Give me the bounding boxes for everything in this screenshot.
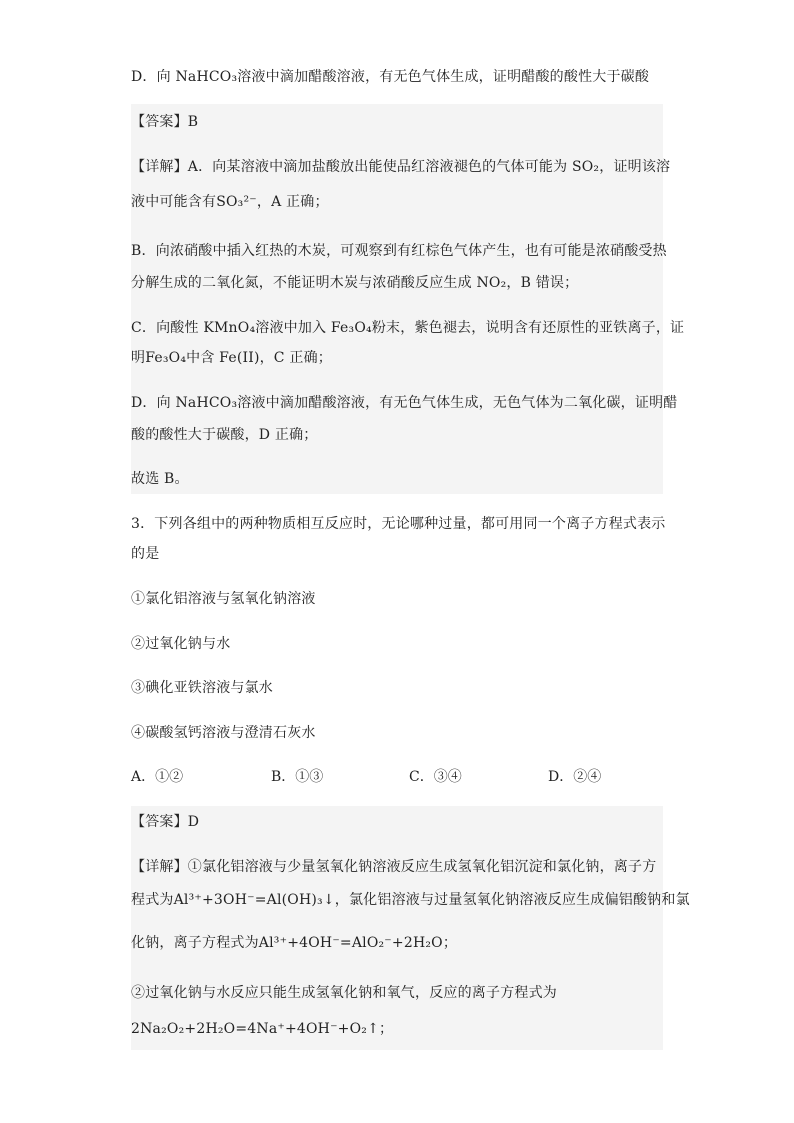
option-a: A．①②	[131, 769, 184, 785]
explanation-line: 2Na₂O₂+2H₂O=4Na⁺+4OH⁻+O₂↑；	[131, 1021, 394, 1037]
explanation-line: 液中可能含有SO₃²⁻，A 正确；	[131, 194, 329, 210]
option-c: C．③④	[409, 769, 462, 785]
explanation-line: C．向酸性 KMnO₄溶液中加入 Fe₃O₄粉末，紫色褪去，说明含有还原性的亚铁离子，证	[131, 320, 685, 336]
explanation-line: ②过氧化钠与水反应只能生成氢氧化钠和氧气，反应的离子方程式为	[131, 985, 557, 1001]
question-item: ③碘化亚铁溶液与氯水	[131, 680, 273, 696]
question-item: ②过氧化钠与水	[131, 636, 231, 652]
answer-block-shade-2	[131, 806, 690, 1050]
explanation-line: 分解生成的二氧化氮，不能证明木炭与浓硝酸反应生成 NO₂，B 错误；	[131, 275, 579, 291]
explanation-line: 故选 B。	[131, 471, 189, 487]
text-line: D．向 NaHCO₃溶液中滴加醋酸溶液，有无色气体生成，证明醋酸的酸性大于碳酸	[131, 69, 650, 85]
explanation-line: 酸的酸性大于碳酸，D 正确；	[131, 427, 318, 443]
option-b: B．①③	[271, 769, 324, 785]
question-item: ④碳酸氢钙溶液与澄清石灰水	[131, 725, 316, 741]
explanation-line: 程式为Al³⁺+3OH⁻=Al(OH)₃↓，氯化铝溶液与过量氢氧化钠溶液反应生成偏铝酸钠和氯	[131, 892, 690, 908]
explanation-line: 明Fe₃O₄中含 Fe(II)，C 正确；	[131, 350, 332, 366]
question-line: 3．下列各组中的两种物质相互反应时，无论哪种过量，都可用同一个离子方程式表示	[131, 516, 666, 532]
option-d: D．②④	[548, 769, 602, 785]
explanation-line: 【详解】A．向某溶液中滴加盐酸放出能使品红溶液褪色的气体可能为 SO₂，证明该溶	[131, 159, 671, 175]
explanation-line: D．向 NaHCO₃溶液中滴加醋酸溶液，有无色气体生成，无色气体为二氧化碳，证明醋	[131, 395, 678, 411]
explanation-line: 【详解】①氯化铝溶液与少量氢氧化钠溶液反应生成氢氧化铝沉淀和氯化钠，离子方	[131, 859, 657, 875]
answer-line: 【答案】B	[131, 114, 199, 130]
question-item: ①氯化铝溶液与氢氧化钠溶液	[131, 591, 316, 607]
explanation-line: B．向浓硝酸中插入红热的木炭，可观察到有红棕色气体产生，也有可能是浓硝酸受热	[131, 243, 667, 259]
question-line: 的是	[131, 546, 160, 562]
explanation-line: 化钠，离子方程式为Al³⁺+4OH⁻=AlO₂⁻+2H₂O；	[131, 935, 458, 951]
choice-options	[131, 767, 663, 787]
answer-line: 【答案】D	[131, 814, 200, 830]
